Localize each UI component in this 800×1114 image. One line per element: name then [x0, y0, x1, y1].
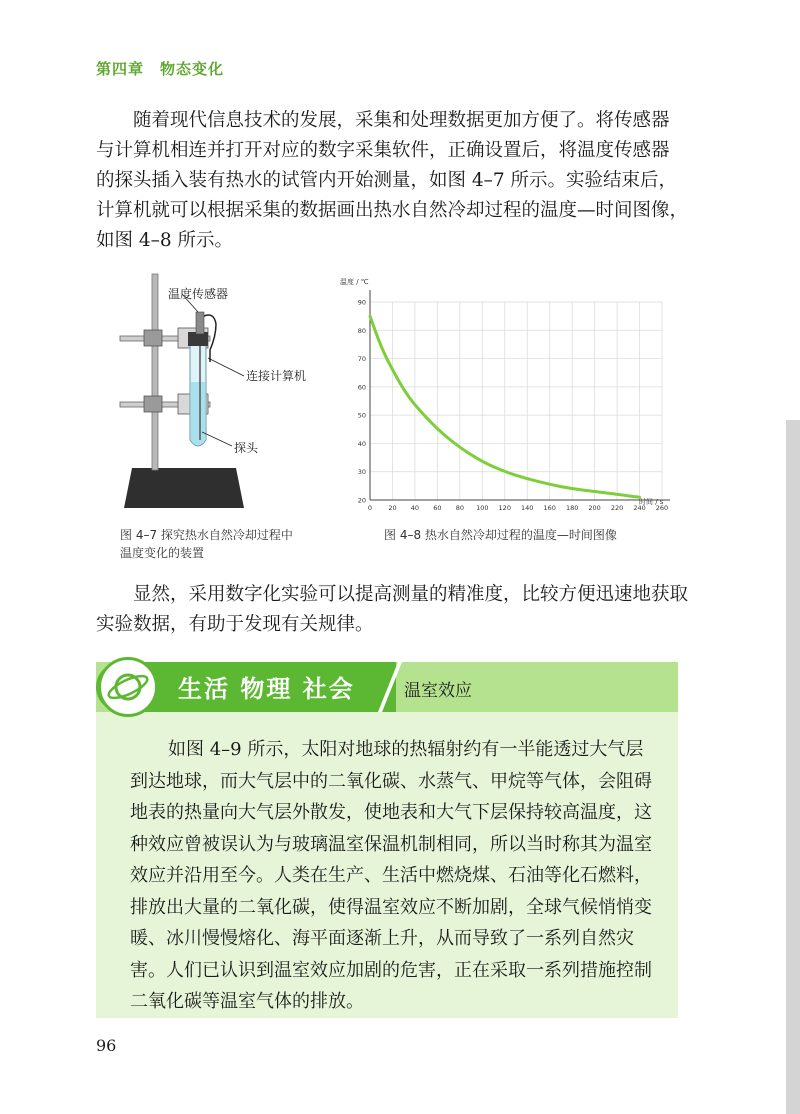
text-line: 如图 4–9 所示，太阳对地球的热辐射约有一半能透过大气层 [168, 739, 644, 760]
info-box-title: 生活 物理 社会 [178, 675, 355, 703]
text-line: 效应并沿用至今。人类在生产、生活中燃烧煤、石油等化石燃料， [130, 865, 652, 886]
text-line: 排放出大量的二氧化碳，使得温室效应不断加剧，全球气候悄悄变 [130, 896, 652, 918]
x-tick-label: 60 [433, 504, 442, 512]
stand-rod [152, 274, 158, 470]
text-line: 种效应曾被误认为与玻璃温室保温机制相同，所以当时称其为温室 [130, 833, 652, 855]
y-tick-label: 90 [357, 298, 366, 307]
x-tick-label: 220 [610, 504, 624, 512]
text-line: 到达地球，而大气层中的二氧化碳、水蒸气、甲烷等气体，会阻碍 [130, 770, 652, 792]
y-tick-label: 30 [357, 468, 366, 477]
x-tick-label: 160 [543, 504, 556, 512]
text-line: 实验数据，有助于发现有关规律。 [96, 614, 374, 635]
temperature-sensor-icon [196, 312, 204, 334]
x-tick-label: 100 [476, 504, 489, 512]
x-tick-label: 0 [367, 504, 373, 512]
text-line: 暖、冰川慢慢熔化、海平面逐渐上升，从而导致了一系列自然灾 [130, 928, 634, 949]
y-tick-label: 40 [357, 439, 366, 448]
hot-water [191, 382, 205, 445]
y-tick-label: 70 [357, 355, 366, 364]
label-sensor: 温度传感器 [168, 287, 229, 301]
x-tick-label: 240 [633, 504, 646, 512]
caption-line: 温度变化的装置 [120, 546, 205, 560]
header-slash-divider [378, 662, 402, 712]
text-line: 的探头插入装有热水的试管内开始测量，如图 4–7 所示。实验结束后， [96, 170, 678, 191]
y-axis-label: 温度 / ℃ [340, 278, 369, 286]
text-line: 害。人们已认识到温室效应加剧的危害，正在采取一系列措施控制 [130, 959, 652, 981]
intro-paragraph [96, 106, 696, 256]
lower-clamp-boss [144, 396, 162, 412]
x-tick-label: 180 [565, 504, 579, 512]
upper-clamp-boss [144, 330, 162, 346]
x-tick-label: 20 [388, 504, 397, 512]
x-axis-label: 时间 / s [639, 498, 664, 506]
x-tick-label: 260 [655, 504, 669, 512]
text-line: 计算机就可以根据采集的数据画出热水自然冷却过程的温度—时间图像， [96, 200, 689, 221]
info-box-text [130, 734, 660, 1018]
text-line: 与计算机相连并打开对应的数字采集软件，正确设置后，将温度传感器 [96, 140, 670, 161]
leader-line [208, 358, 244, 376]
info-box-subtitle: 温室效应 [404, 681, 472, 701]
scrollbar[interactable] [786, 420, 800, 1114]
label-probe: 探头 [234, 441, 259, 455]
text-line: 二氧化碳等温室气体的排放。 [130, 991, 364, 1012]
figure-4-7-caption [120, 526, 340, 562]
temperature-time-chart [336, 272, 686, 520]
page-number: 96 [96, 1036, 117, 1055]
text-line: 随着现代信息技术的发展，采集和处理数据更加方便了。将传感器 [133, 110, 670, 131]
caption-line: 图 4–7 探究热水自然冷却过程中 [120, 528, 293, 542]
x-tick-label: 140 [521, 504, 534, 512]
x-tick-label: 40 [410, 504, 420, 512]
stand-base [124, 468, 244, 508]
text-line: 如图 4–8 所示。 [96, 230, 234, 251]
chapter-title: 第四章 物态变化 [96, 60, 225, 78]
y-tick-label: 20 [357, 496, 366, 505]
x-tick-label: 200 [588, 504, 601, 512]
x-tick-label: 120 [498, 504, 511, 512]
planet-icon [98, 657, 158, 717]
label-computer: 连接计算机 [246, 369, 307, 383]
y-tick-label: 80 [357, 326, 366, 335]
y-tick-label: 50 [357, 411, 366, 420]
conclusion-paragraph [96, 580, 696, 640]
x-tick-label: 80 [455, 504, 464, 512]
text-line: 显然，采用数字化实验可以提高测量的精准度，比较方便迅速地获取 [133, 584, 689, 605]
apparatus-illustration [112, 272, 352, 512]
text-line: 地表的热量向大气层外散发，使地表和大气下层保持较高温度，这 [130, 802, 652, 823]
figure-4-8-caption: 图 4–8 热水自然冷却过程的温度—时间图像 [384, 528, 617, 542]
y-tick-label: 60 [357, 383, 366, 392]
